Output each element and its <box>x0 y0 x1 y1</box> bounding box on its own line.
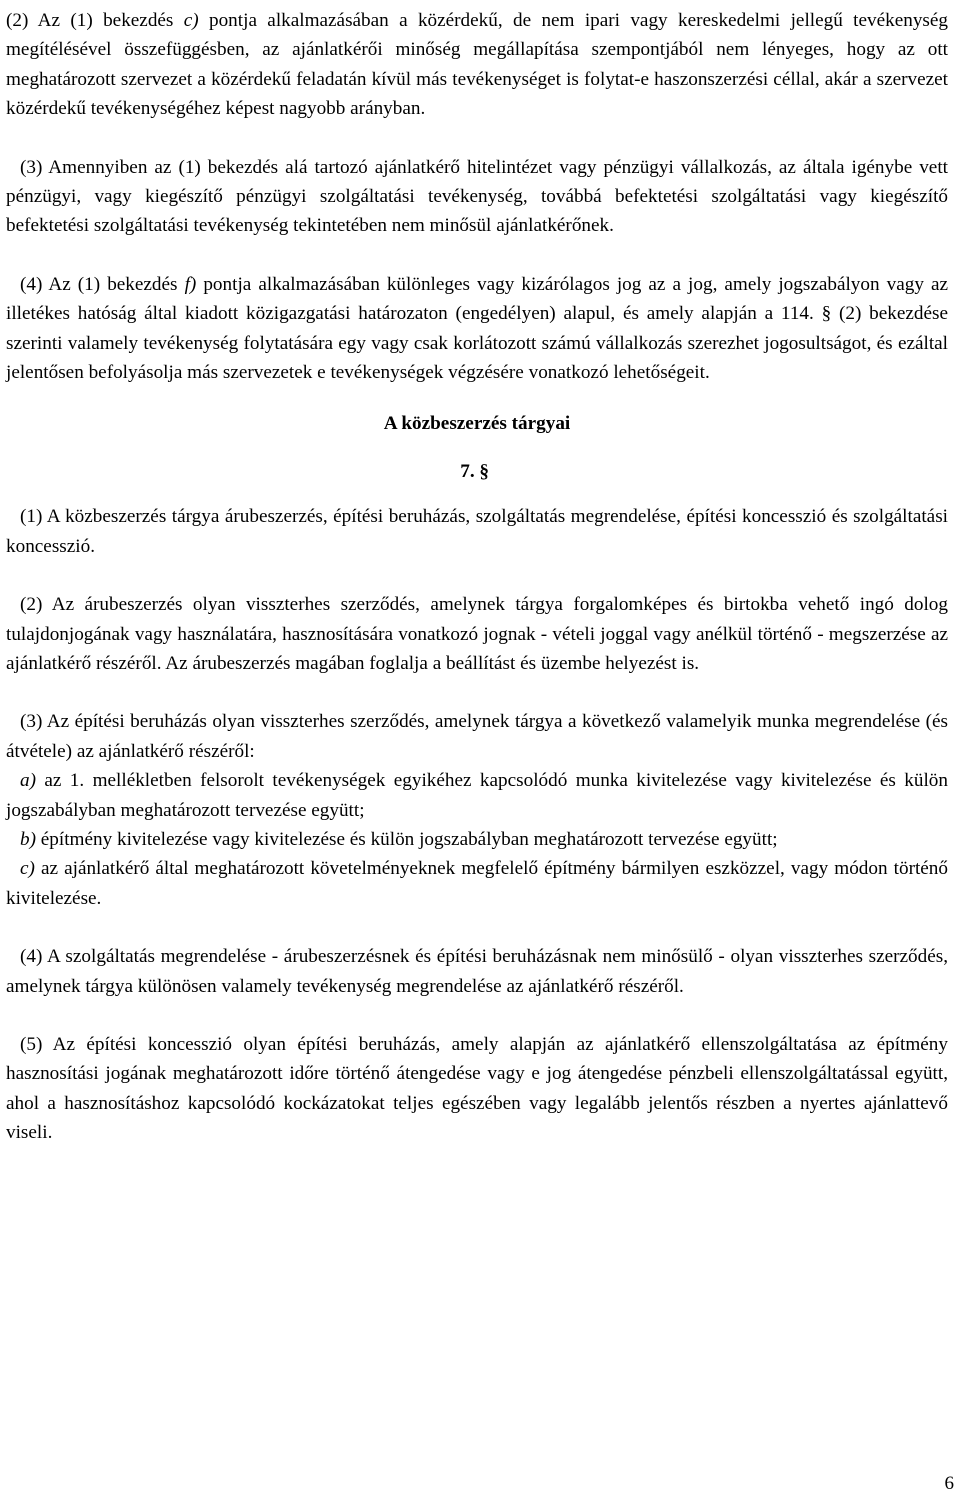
paragraph-text: (2) Az (1) bekezdés <box>6 10 184 31</box>
list-text: építmény kivitelezése vagy kivitelezése és külön jogszabályban meghatározott tervezése együtt; <box>35 828 778 850</box>
paragraph-7-1: (1) A közbeszerzés tárgya árubeszerzés, építési beruházás, szolgáltatás megrendelése, építési koncesszió és szolgáltatási koncesszió. <box>6 506 948 557</box>
paragraph-6-3: (3) Amennyiben az (1) bekezdés alá tartozó ajánlatkérő hitelintézet vagy pénzügyi vállalkozás, az általa igénybe vett pénzügyi, vagy kiegészítő pénzügyi szolgáltatási tevékenység, továbbá befektetési szolgáltatási vagy kiegészítő befektetési szolgáltatási tevékenység tekintetében nem minősül ajánlatkérőnek. <box>6 156 948 237</box>
paragraph-7-2: (2) Az árubeszerzés olyan visszterhes szerződés, amelynek tárgya forgalomképes és birtokba vehető ingó dolog tulajdonjogának vagy használatára, hasznosítására vonatkozó jognak - vételi joggal vagy anélkül történő - megszerzése az ajánlatkérő részéről. Az árubeszerzés magában foglalja a beállítást és üzembe helyezést is. <box>6 594 948 674</box>
paragraph-7-4: (4) A szolgáltatás megrendelése - árubeszerzésnek és építési beruházásnak nem minősülő - olyan visszterhes szerződés, amelynek tárgya különösen valamely tevékenység megrendelése az ajánlatkérő részéről. <box>6 946 948 997</box>
paragraph-7-3 <box>6 707 948 913</box>
list-item-b <box>6 825 948 854</box>
section-number: 7. § <box>460 460 489 482</box>
page-number: 6 <box>944 1472 954 1494</box>
paragraph-intro: (3) Az építési beruházás olyan visszterhes szerződés, amelynek tárgya a következő valamelyik munka megrendelése (és átvétele) az ajánlatkérő részéről: <box>6 711 948 762</box>
list-item-c <box>6 854 948 913</box>
paragraph-7-5: (5) Az építési koncesszió olyan építési beruházás, amely alapján az ajánlatkérő ellenszolgáltatása az építmény hasznosítási jogának meghatározott időre történő átengedése vagy e jog átengedése pénzbeli ellenszolgáltatással együtt, ahol a hasznosításhoz kapcsolódó kockázatokat teljes egészében vagy legalább jelentős részben a nyertes ajánlattevő viseli. <box>6 1033 948 1144</box>
list-item-a <box>6 766 948 825</box>
point-reference: f) <box>184 273 197 295</box>
paragraph-text: pontja alkalmazásában a közérdekű, de nem ipari vagy kereskedelmi jellegű tevékenység megítélésével összefüggésben, az ajánlatkérői minőség megállapítása szempontjából nem lényeges, hogy az ott meghatározott szervezet a közérdekű feladatán kívül más tevékenységet is folytat-e haszonszerzési céllal, akár a szervezet közérdekű tevékenységéhez képest nagyobb arányban. <box>6 10 948 120</box>
paragraph-text: pontja alkalmazásában különleges vagy kizárólagos jog az a jog, amely jogszabályon vagy az illetékes hatóság által kiadott közigazgatási határozaton (engedélyen) alapul, és amely alapján a 114. § (2) bekezdése szerinti valamely tevékenység folytatására egy vagy csak korlátozott számú vállalkozás szerezhet jogosultságot, és ezáltal jelentősen befolyásolja más szervezetek e tevékenységek végzésére vonatkozó lehetőségeit. <box>6 273 948 384</box>
paragraph-text: (4) Az (1) bekezdés <box>20 273 185 295</box>
paragraph-6-2 <box>6 6 948 124</box>
list-text: az 1. mellékletben felsorolt tevékenységek egyikéhez kapcsolódó munka kivitelezése vagy kivitelezése és külön jogszabályban meghatározott tervezése együtt; <box>6 770 948 821</box>
document-page <box>6 6 948 1177</box>
point-reference: c) <box>183 10 199 31</box>
section-heading: A közbeszerzés tárgyai <box>383 413 571 435</box>
list-label: a) <box>20 770 36 792</box>
list-label: c) <box>20 858 35 880</box>
list-label: b) <box>20 828 36 850</box>
list-text: az ajánlatkérő által meghatározott követelményeknek megfelelő építmény bármilyen eszközzel, vagy módon történő kivitelezése. <box>6 858 948 909</box>
paragraph-6-4 <box>6 270 948 388</box>
